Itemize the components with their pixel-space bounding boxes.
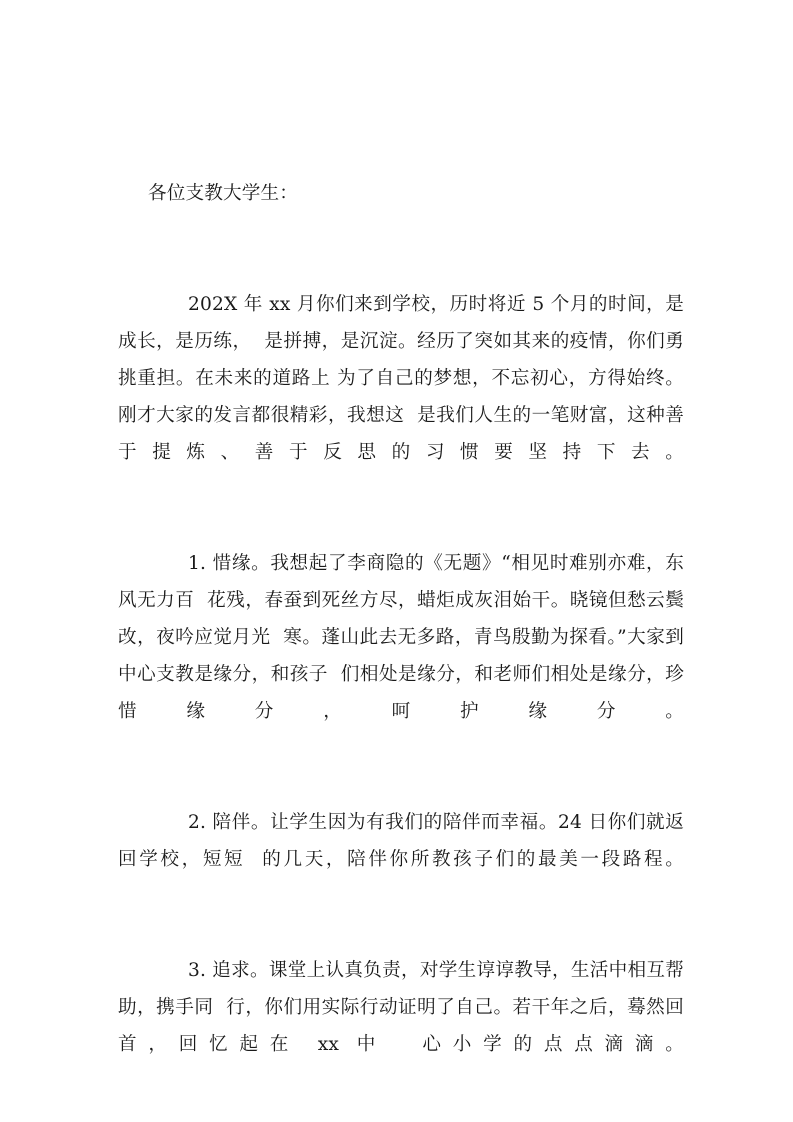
- paragraph-spacer: [118, 249, 684, 286]
- paragraph-point-2: 2. 陪伴。让学生因为有我们的陪伴而幸福。24 日你们就返回学校，短短 的几天，陪伴你所教孩子们的最美一段路程。: [118, 812, 684, 870]
- paragraph-spacer: [118, 767, 684, 804]
- salutation-line: 各位支教大学生：: [148, 183, 298, 204]
- paragraph-spacer: [118, 508, 684, 545]
- paragraph-intro: 202X 年 xx 月你们来到学校，历时将近 5 个月的时间，是成长，是历练， 是拼搏，是沉淀。经历了突如其来的疫情，你们勇挑重担。在未来的道路上 为了自己的梦想，不忘初心，方得始终。刚才大家的发言都很精彩，我想这 是我们人生的一笔财富，这种善于提炼、善于反思的习惯要坚持下去。: [118, 294, 684, 463]
- paragraph-point-3: 3. 追求。课堂上认真负责，对学生谆谆教导，生活中相互帮助，携手同 行，你们用实际行动证明了自己。若干年之后，蓦然回首，回忆起在 xx 中 心小学的点点滴滴。: [118, 960, 684, 1055]
- paragraph-point-1: 1. 惜缘。我想起了李商隐的《无题》“相见时难别亦难，东风无力百 花残，春蚕到死丝方尽，蜡炬成灰泪始干。晓镜但愁云鬓改，夜吟应觉月光 寒。蓬山此去无多路，青鸟殷勤为探看。”大家到中心支教是缘分，和孩子 们相处是缘分，和老师们相处是缘分，珍惜缘分，呵护缘分。: [118, 553, 684, 722]
- document-text-body: [118, 175, 684, 1100]
- paragraph-spacer: [118, 915, 684, 952]
